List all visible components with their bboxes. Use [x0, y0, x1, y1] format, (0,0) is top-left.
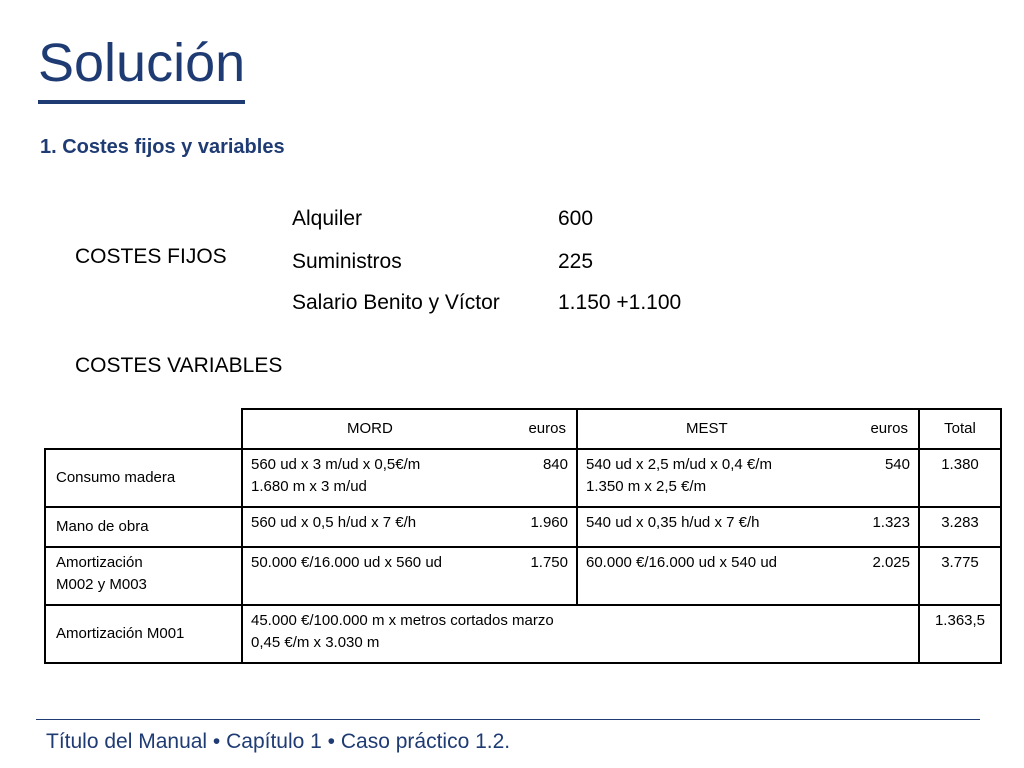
mest-formula: 540 ud x 2,5 m/ud x 0,4 €/m — [586, 456, 772, 473]
mord-cell — [242, 547, 577, 605]
mest-formula: 60.000 €/16.000 ud x 540 ud — [586, 554, 778, 571]
table-row — [45, 547, 1001, 605]
row-label-line: Amortización — [56, 554, 143, 571]
variable-costs-label: COSTES VARIABLES — [75, 354, 283, 377]
row-label: Mano de obra — [45, 507, 242, 547]
mest-value: 540 — [884, 456, 910, 473]
fixed-item-value: 225 — [558, 250, 594, 273]
merged-formula: 0,45 €/m x 3.030 m — [251, 634, 380, 651]
footer-text: Título del Manual • Capítulo 1 • Caso práctico 1.2. — [46, 730, 511, 753]
header-mest — [577, 409, 919, 449]
fixed-item-name: Salario Benito y Víctor — [292, 291, 500, 314]
row-label-line: M002 y M003 — [56, 576, 147, 593]
footer-divider — [36, 719, 980, 720]
table-row — [45, 449, 1001, 507]
variable-costs-table — [44, 408, 1002, 664]
merged-formula: 45.000 €/100.000 m x metros cortados marzo — [251, 612, 554, 629]
header-mest-label: MEST — [686, 420, 728, 437]
fixed-item-name: Suministros — [292, 250, 402, 273]
mord-value: 1.750 — [530, 554, 568, 571]
mord-cell — [242, 449, 577, 507]
total-value: 3.775 — [919, 547, 1001, 605]
mest-cell — [577, 547, 919, 605]
fixed-costs-label: COSTES FIJOS — [75, 245, 227, 268]
header-mord-label: MORD — [347, 420, 393, 437]
slide-title: Solución — [38, 28, 245, 104]
header-mest-unit: euros — [870, 420, 908, 437]
mest-cell — [577, 449, 919, 507]
table-row — [45, 605, 1001, 663]
fixed-item-name: Alquiler — [292, 207, 363, 230]
row-label: Amortización M001 — [45, 605, 242, 663]
section-subtitle: 1. Costes fijos y variables — [40, 136, 285, 158]
table-row — [45, 507, 1001, 547]
row-label: Consumo madera — [45, 449, 242, 507]
mord-formula: 50.000 €/16.000 ud x 560 ud — [251, 554, 443, 571]
mest-value: 2.025 — [872, 554, 910, 571]
table-header-row — [45, 409, 1001, 449]
mest-formula: 540 ud x 0,35 h/ud x 7 €/h — [586, 514, 760, 531]
mord-formula: 1.680 m x 3 m/ud — [251, 478, 367, 495]
mord-value: 1.960 — [530, 514, 568, 531]
mord-cell — [242, 507, 577, 547]
fixed-item-value: 600 — [558, 207, 594, 230]
mord-formula: 560 ud x 3 m/ud x 0,5€/m — [251, 456, 421, 473]
mord-formula: 560 ud x 0,5 h/ud x 7 €/h — [251, 514, 417, 531]
total-value: 1.380 — [919, 449, 1001, 507]
mord-value: 840 — [542, 456, 568, 473]
table-corner-cell — [45, 409, 242, 449]
merged-cell — [242, 605, 919, 663]
header-mord — [242, 409, 577, 449]
header-mord-unit: euros — [528, 420, 566, 437]
mest-cell — [577, 507, 919, 547]
header-total: Total — [919, 409, 1001, 449]
total-value: 1.363,5 — [919, 605, 1001, 663]
mest-value: 1.323 — [872, 514, 910, 531]
total-value: 3.283 — [919, 507, 1001, 547]
row-label — [45, 547, 242, 605]
mest-formula: 1.350 m x 2,5 €/m — [586, 478, 707, 495]
fixed-item-value: 1.150 +1.100 — [558, 291, 682, 314]
